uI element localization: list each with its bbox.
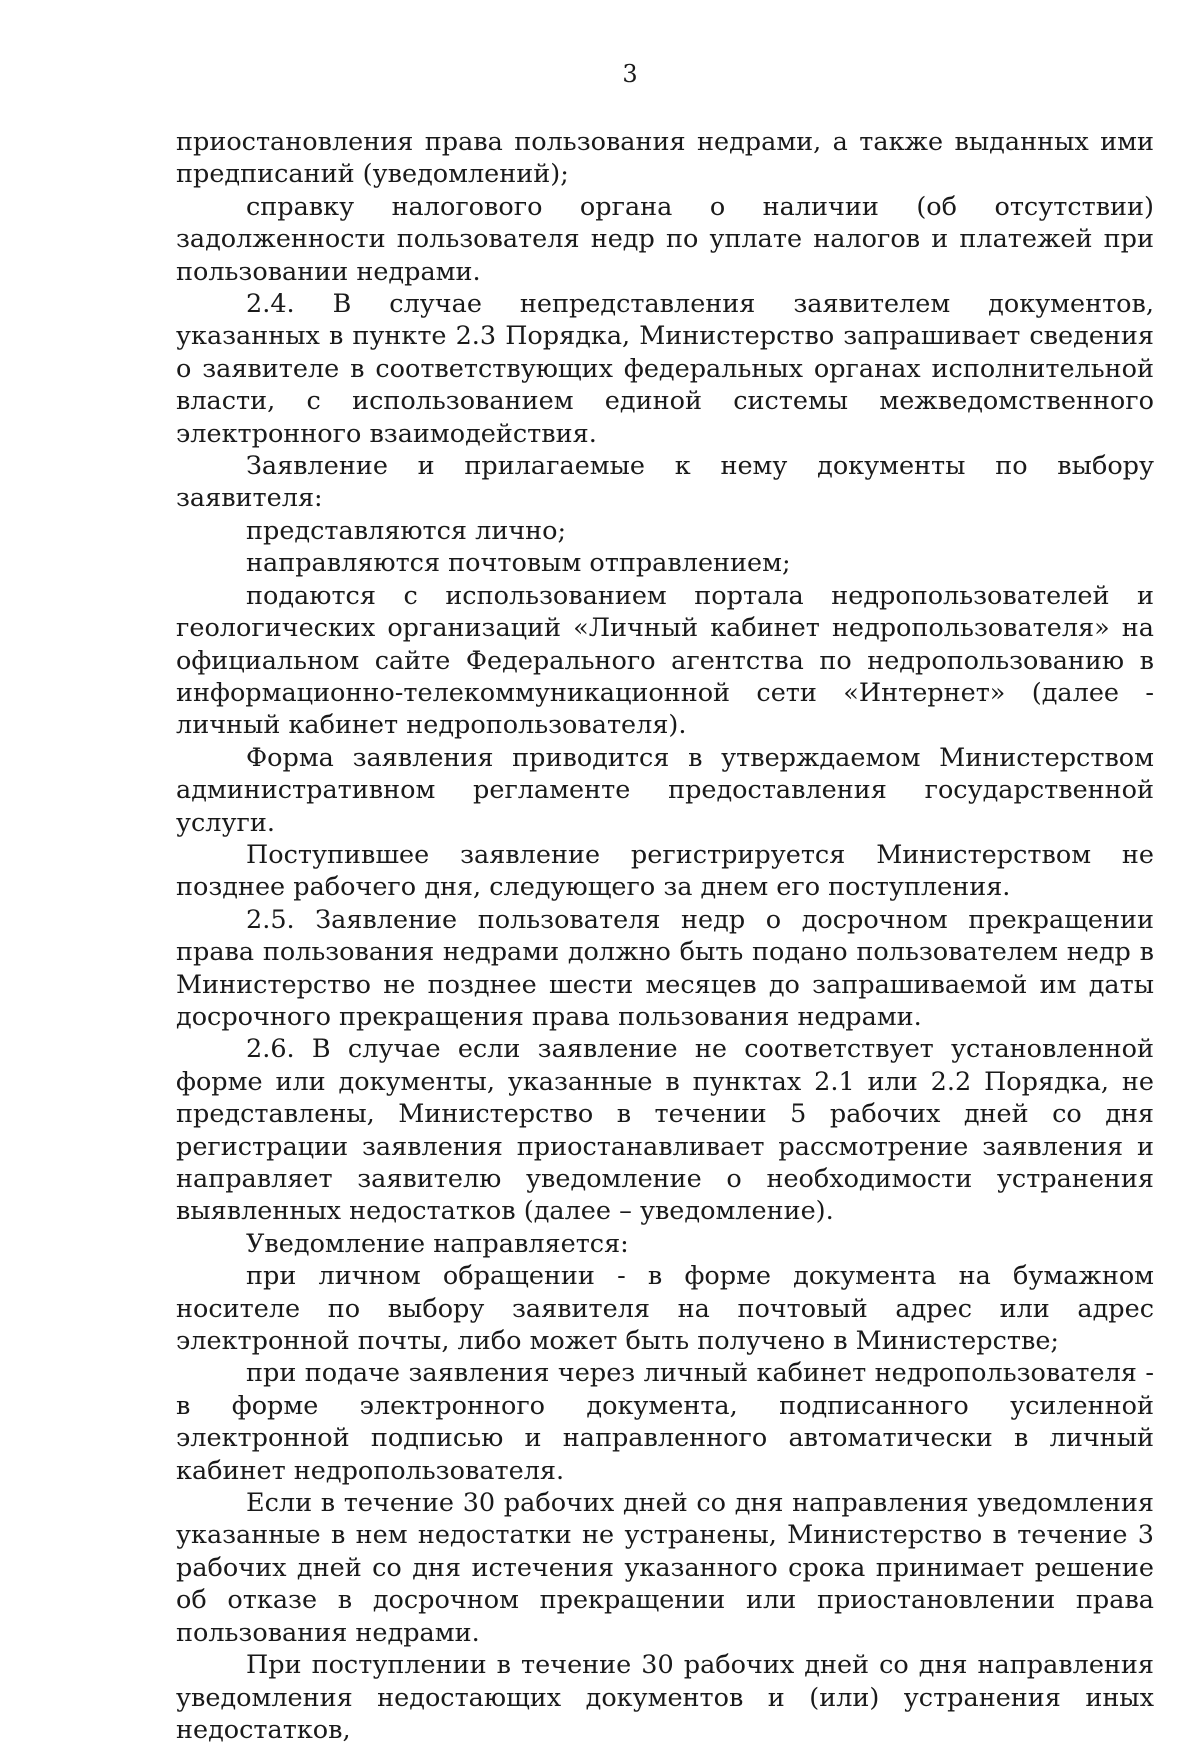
paragraph-6: направляются почтовым отправлением; (246, 548, 791, 579)
page-number: 3 (622, 60, 638, 88)
paragraph-5: представляются лично; (246, 515, 567, 546)
paragraph-2: справку налогового органа о наличии (об отсутствии) задолженности пользователя недр по уплате налогов и платежей при пользовании недрами. (176, 191, 1154, 287)
paragraph-8: Форма заявления приводится в утверждаемом Министерством административном регламенте предоставления государственной услуги. (176, 742, 1154, 838)
document-body (176, 126, 1154, 1746)
paragraph-4: Заявление и прилагаемые к нему документы по выбору заявителя: (176, 451, 1154, 514)
paragraph-15: Если в течение 30 рабочих дней со дня направления уведомления указанные в нем недостатки не устранены, Министерство в течение 3 рабочих дней со дня истечения указанного срока принимает решение об отказе в досрочном прекращении или приостановлении права пользования недрами. (176, 1488, 1154, 1648)
paragraph-12: Уведомление направляется: (246, 1228, 629, 1259)
paragraph-13: при личном обращении - в форме документа на бумажном носителе по выбору заявителя на почтовый адрес или адрес электронной почты, либо может быть получено в Министерстве; (176, 1261, 1154, 1357)
paragraph-3: 2.4. В случае непредставления заявителем документов, указанных в пункте 2.3 Порядка, Министерство запрашивает сведения о заявителе в соответствующих федеральных органах исполнительной власти, с использованием единой системы межведомственного электронного взаимодействия. (176, 289, 1154, 449)
paragraph-9: Поступившее заявление регистрируется Министерством не позднее рабочего дня, следующего за днем его поступления. (176, 839, 1154, 903)
paragraph-16: При поступлении в течение 30 рабочих дней со дня направления уведомления недостающих документов и (или) устранения иных недостатков, (176, 1650, 1154, 1745)
paragraph-7: подаются с использованием портала недропользователей и геологических организаций «Личный кабинет недропользователя» на официальном сайте Федерального агентства по недропользованию в информационно-телекоммуникационной сети «Интернет» (далее - личный кабинет недропользователя). (176, 580, 1154, 741)
paragraph-11: 2.6. В случае если заявление не соответствует установленной форме или документы, указанные в пунктах 2.1 или 2.2 Порядка, не представлены, Министерство в течении 5 рабочих дней со дня регистрации заявления приостанавливает рассмотрение заявления и направляет заявителю уведомление о необходимости устранения выявленных недостатков (далее – уведомление). (176, 1034, 1154, 1227)
paragraph-10: 2.5. Заявление пользователя недр о досрочном прекращении права пользования недрами должно быть подано пользователем недр в Министерство не позднее шести месяцев до запрашиваемой им даты досрочного прекращения права пользования недрами. (176, 904, 1154, 1032)
paragraph-14: при подаче заявления через личный кабинет недропользователя - в форме электронного документа, подписанного усиленной электронной подписью и направленного автоматически в личный кабинет недропользователя. (176, 1358, 1154, 1486)
paragraph-1: приостановления права пользования недрами, а также выданных ими предписаний (уведомлений); (176, 127, 1154, 190)
